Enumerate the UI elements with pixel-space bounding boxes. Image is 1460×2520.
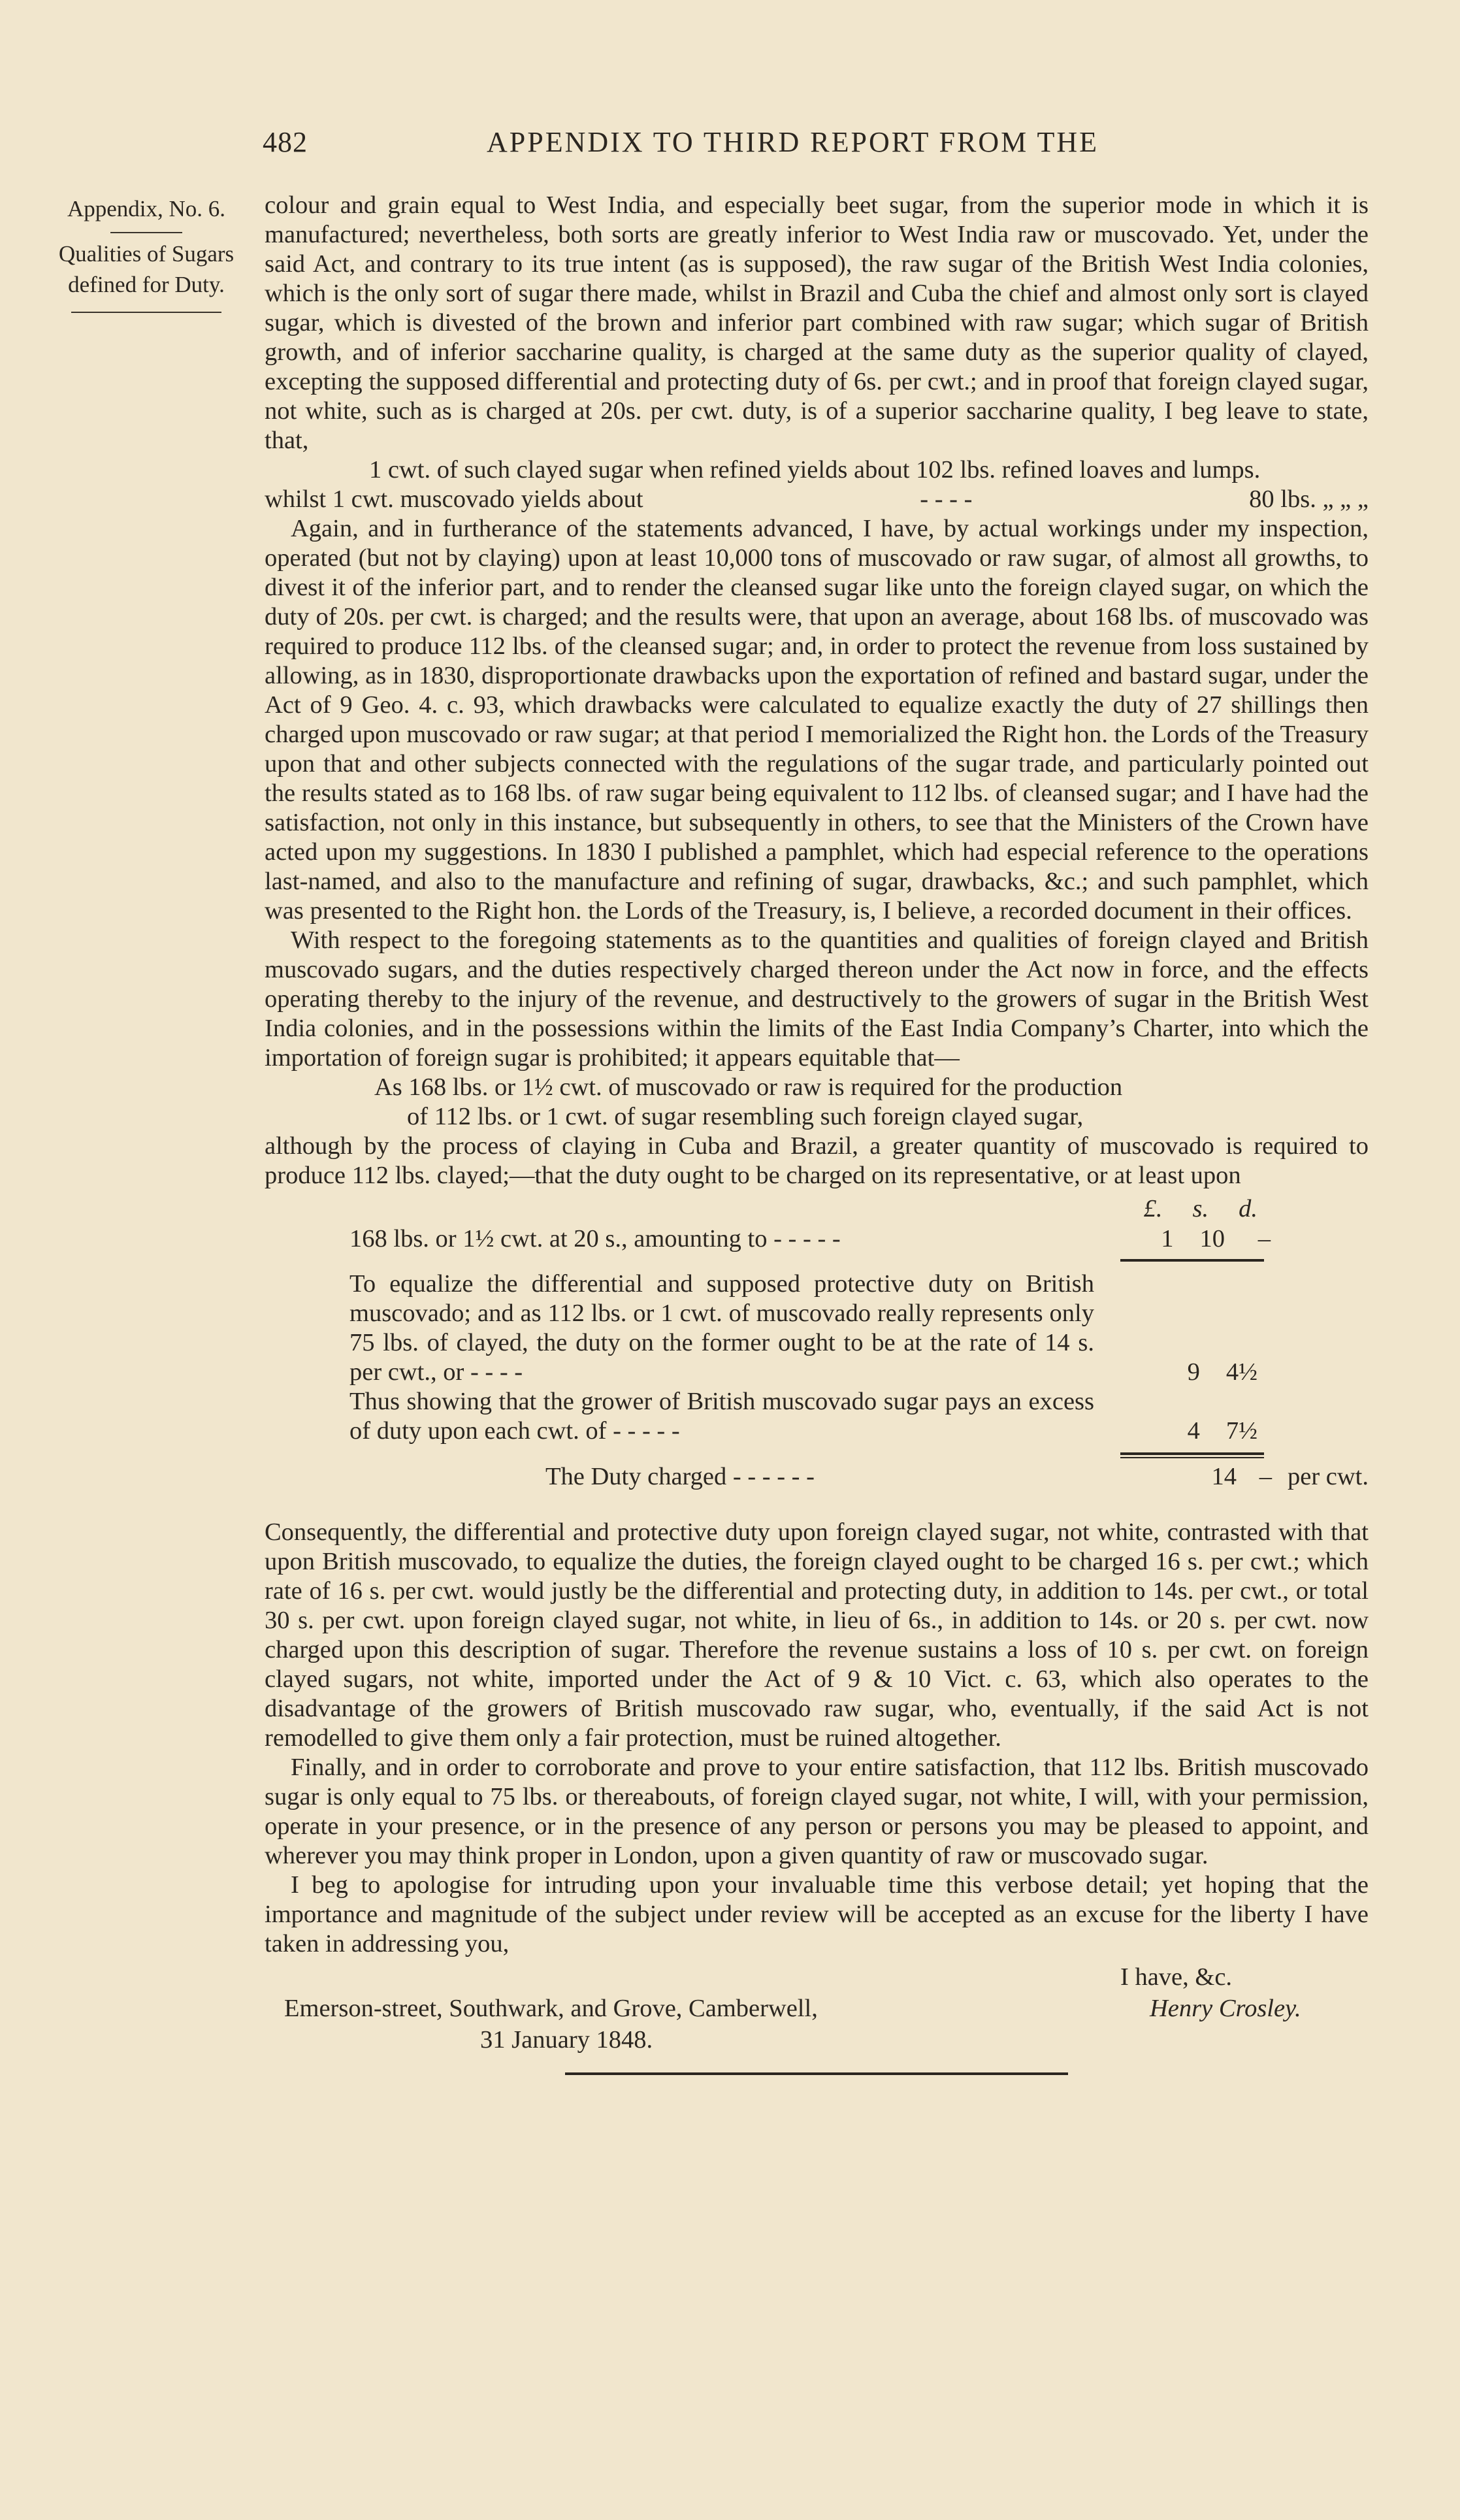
calc-row-2-shillings: 9 xyxy=(1187,1358,1200,1386)
calc-row-2 xyxy=(265,1269,1369,1387)
body-text xyxy=(265,191,1369,2100)
paragraph-6: Finally, and in order to corroborate and prove to your entire satisfaction, that 112 lbs. British muscovado sugar is only equal to 75 lbs. or thereabouts, of foreign clayed sugar, not white, I will, with your permission, operate in your presence, or in the presence of any person or persons you may be pleased to appoint, and wherever you may think proper in London, upon a given quantity of raw or muscovado sugar. xyxy=(265,1754,1369,1869)
margin-rule-long xyxy=(71,312,221,313)
margin-note-line-1: Qualities of Sugars xyxy=(58,241,235,267)
calc-rule-2 xyxy=(1120,1452,1264,1455)
paragraph-7: I beg to apologise for intruding upon your invaluable time this verbose detail; yet hoping that the importance and magnitude of the subject under review will be accepted as an excuse for the liberty I have taken in addressing you, xyxy=(265,1871,1369,1957)
calc-row-1-desc: 168 lbs. or 1½ cwt. at 20 s., amounting to - - - - - xyxy=(349,1225,841,1252)
calc-rule-1 xyxy=(1120,1259,1264,1262)
calc-row-3-pence: 7½ xyxy=(1225,1417,1257,1445)
calc-rule-2b xyxy=(1120,1457,1264,1458)
calc-total-row xyxy=(265,1462,1369,1492)
calc-column-headers xyxy=(265,1194,1369,1224)
signature-name: Henry Crosley. xyxy=(1150,1995,1301,2022)
calc-total-desc: The Duty charged - - - - - - xyxy=(545,1463,815,1490)
paragraph-4: although by the process of claying in Cuba and Brazil, a greater quantity of muscovado is required to produce 112 lbs. clayed;—that the duty ought to be charged on its representative, or at least upon xyxy=(265,1132,1369,1189)
calc-total-pounds xyxy=(1176,1462,1196,1492)
col-pence: d. xyxy=(1239,1195,1257,1222)
paragraph-3: With respect to the foregoing statements as to the quantities and qualities of foreign clayed and British muscovado sugars, and the duties respectively charged thereon under the Act now in force, and the effects operating thereby to the injury of the revenue, and destructively to the growers of sugar in the British West India colonies, and in the possessions within the limits of the East India Company’s Charter, into which the importation of foreign sugar is prohibited; it appears equitable that— xyxy=(265,926,1369,1072)
col-pounds: £. xyxy=(1143,1195,1163,1222)
closing-line: I have, &c. xyxy=(1120,1963,1233,1991)
duty-calculation xyxy=(265,1194,1369,1492)
calc-row-1-pounds: 1 xyxy=(1161,1225,1174,1252)
calc-row-1 xyxy=(265,1224,1369,1254)
paragraph-1: colour and grain equal to West India, and especially beet sugar, from the superior mode in which it is manufactured; nevertheless, both sorts are greatly inferior to West India raw or muscovado. Yet, under the said Act, and contrary to its true intent (as is supposed), the raw sugar of the British West India colonies, which is the only sort of sugar there made, whilst in Brazil and Cuba the chief and almost only sort is clayed sugar, which is divested of the brown and inferior part combined with raw sugar; which sugar of British growth, and of inferior saccharine quality, is charged at the same duty as the superior quality of clayed, excepting the supposed differential and protecting duty of 6s. per cwt.; and in proof that foreign clayed sugar, not white, such as is charged at 20s. per cwt. duty, is of a superior saccharine quality, I beg leave to state, that, xyxy=(265,191,1369,454)
calc-row-1-shillings: 10 xyxy=(1199,1225,1225,1252)
col-shillings: s. xyxy=(1192,1195,1209,1222)
equitable-line-1: As 168 lbs. or 1½ cwt. of muscovado or raw is required for the production xyxy=(374,1073,1123,1101)
calc-row-2-amount xyxy=(1094,1358,1355,1387)
equitable-line-2: of 112 lbs. or 1 cwt. of sugar resembling such foreign clayed sugar, xyxy=(407,1103,1084,1130)
yield-clayed-text: 1 cwt. of such clayed sugar when refined yields about 102 lbs. refined loaves and lumps. xyxy=(369,456,1261,483)
calc-row-3-desc: Thus showing that the grower of British muscovado sugar pays an excess of duty upon each cwt. of - - - - - xyxy=(349,1388,1094,1445)
margin-note-line-2: defined for Duty. xyxy=(68,272,225,297)
yield-muscovado-amount: 80 lbs. „ „ „ xyxy=(1249,485,1369,513)
yield-muscovado-dashes: - - - - xyxy=(920,485,973,513)
calc-row-2-desc: To equalize the differential and supposed protective duty on British muscovado; and as 112 lbs. or 1 cwt. of muscovado really represents only 75 lbs. of clayed, the duty on the former ought to be at the rate of 14 s. per cwt., or - - - - xyxy=(349,1270,1094,1386)
calc-row-1-amount xyxy=(1107,1224,1369,1254)
calc-row-1-pence: – xyxy=(1257,1225,1271,1252)
appendix-reference: Appendix, No. 6. xyxy=(67,196,226,221)
sender-address: Emerson-street, Southwark, and Grove, Camberwell, xyxy=(284,1995,818,2022)
signoff xyxy=(265,1963,1369,2100)
calc-total-suffix: per cwt. xyxy=(1288,1463,1369,1490)
calc-total-pence: – xyxy=(1259,1463,1272,1490)
page-number: 482 xyxy=(263,126,308,158)
calc-row-2-pence: 4½ xyxy=(1225,1358,1257,1386)
calc-row-2-pounds xyxy=(1135,1358,1154,1387)
calc-row-3-shillings: 4 xyxy=(1187,1417,1200,1445)
calc-row-3 xyxy=(265,1387,1369,1446)
paragraph-5: Consequently, the differential and protective duty upon foreign clayed sugar, not white, contrasted with that upon British muscovado, to equalize the duties, the foreign clayed ought to be charged 16 s. per cwt.; which rate of 16 s. per cwt. would justly be the differential and protecting duty, in addition to 14s. per cwt., or total 30 s. per cwt. upon foreign clayed sugar, not white, in lieu of 6s., in addition to 14s. or 20 s. per cwt. now charged upon this description of sugar. Therefore the revenue sustains a loss of 10 s. per cwt. on foreign clayed sugars, not white, imported under the Act of 9 & 10 Vict. c. 63, which also operates to the disadvantage of the growers of British muscovado raw sugar, who, eventually, if the said Act is not remodelled to give them only a fair protection, must be ruined altogether. xyxy=(265,1518,1369,1752)
running-title: APPENDIX TO THIRD REPORT FROM THE xyxy=(487,126,1099,158)
yield-muscovado-text: whilst 1 cwt. muscovado yields about xyxy=(265,485,643,513)
yield-line-clayed xyxy=(265,455,1369,485)
margin-note xyxy=(38,193,255,318)
margin-rule xyxy=(110,232,182,233)
yield-line-muscovado xyxy=(265,485,1369,514)
letter-date: 31 January 1848. xyxy=(480,2026,653,2054)
calc-row-3-pounds xyxy=(1135,1416,1154,1446)
calc-total-shillings: 14 xyxy=(1211,1463,1237,1490)
calc-row-3-amount xyxy=(1094,1416,1355,1446)
equitable-block xyxy=(265,1073,1369,1132)
calc-total-amount xyxy=(1107,1462,1369,1492)
end-rule xyxy=(565,2072,1068,2075)
page-header xyxy=(0,125,1460,171)
paragraph-2: Again, and in furtherance of the statements advanced, I have, by actual workings under my inspection, operated (but not by claying) upon at least 10,000 tons of muscovado or raw sugar, of almost all growths, to divest it of the inferior part, and to render the cleansed sugar like unto the foreign clayed sugar, on which the duty of 20s. per cwt. is charged; and the results were, that upon an average, about 168 lbs. of muscovado was required to produce 112 lbs. of the cleansed sugar; and, in order to protect the revenue from loss sustained by allowing, as in 1830, disproportionate drawbacks upon the exportation of refined and bastard sugar, under the Act of 9 Geo. 4. c. 93, which drawbacks were calculated to equalize exactly the duty of 27 shillings then charged upon muscovado or raw sugar; at that period I memorialized the Right hon. the Lords of the Treasury upon that and other subjects connected with the regulations of the sugar trade, and particularly pointed out the results stated as to 168 lbs. of raw sugar being equivalent to 112 lbs. of cleansed sugar; and I have had the satisfaction, not only in this instance, but subsequently in others, to see that the Ministers of the Crown have acted upon my suggestions. In 1830 I published a pamphlet, which had especial reference to the operations last-named, and also to the manufacture and refining of sugar, drawbacks, &c.; and such pamphlet, which was presented to the Right hon. the Lords of the Treasury, is, I believe, a recorded document in their offices. xyxy=(265,515,1369,925)
